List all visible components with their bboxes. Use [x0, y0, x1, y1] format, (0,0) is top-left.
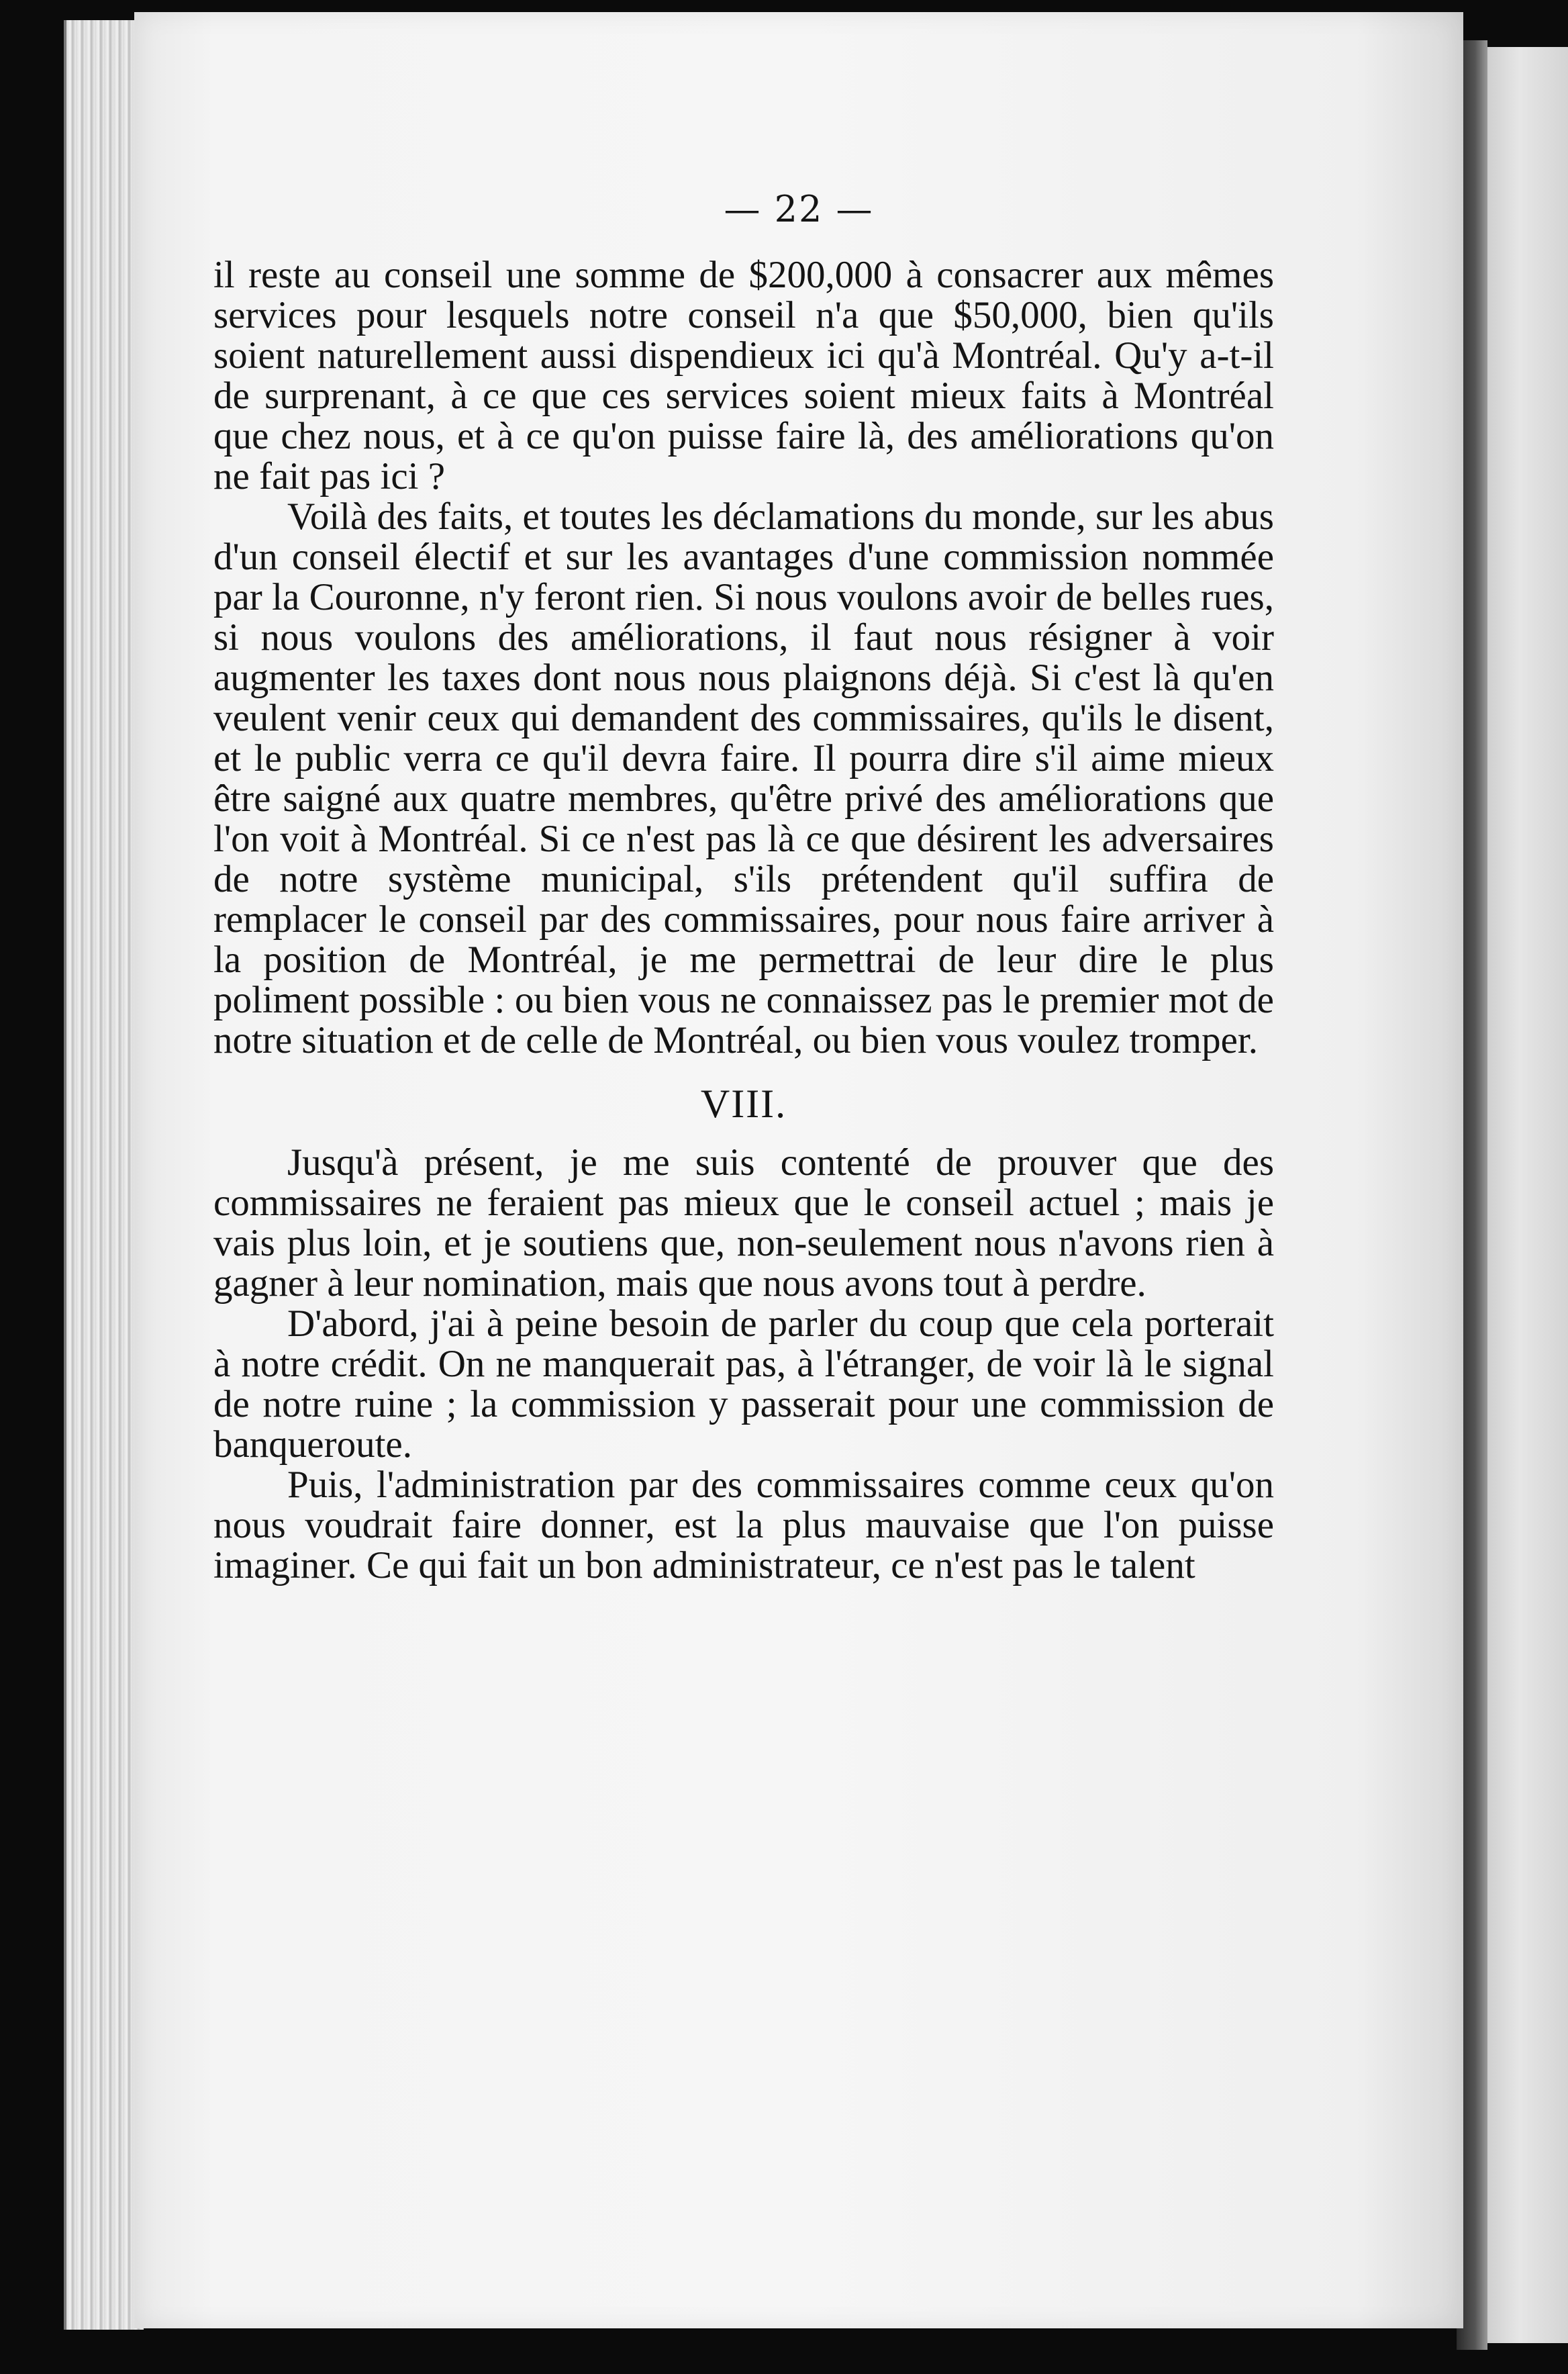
- paragraph: Voilà des faits, et toutes les déclamations du monde, sur les abus d'un conseil électif et sur les avantages d'une commission nommée par la Couronne, n'y feront rien. Si nous voulons avoir de belles rues, si nous voulons des améliorations, il faut nous résigner à voir augmenter les taxes dont nous nous plaignons déjà. Si c'est là qu'en veulent venir ceux qui demandent des commissaires, qu'ils le disent, et le public verra ce qu'il devra faire. Il pourra dire s'il aime mieux être saigné aux quatre membres, qu'être privé des améliorations que l'on voit à Montréal. Si ce n'est pas là ce que désirent les adversaires de notre système municipal, s'ils prétendent qu'il suffira de remplacer le conseil par des commissaires, pour nous faire arriver à la position de Montréal, je me permettrai de leur dire le plus poliment possible : ou bien vous ne connaissez pas le premier mot de notre situation et de celle de Montréal, ou bien vous voulez tromper.: [213, 495, 1274, 1061]
- paragraph: D'abord, j'ai à peine besoin de parler du coup que cela porterait à notre crédit. On ne manquerait pas, à l'étranger, de voir là le signal de notre ruine ; la commission y passerait pour une commission de banqueroute.: [213, 1302, 1274, 1466]
- paragraph-continued: il reste au conseil une somme de $200,000 à consacrer aux mêmes services pour lesquels notre conseil n'a que $50,000, bien qu'ils soient naturellement aussi dispendieux ici qu'à Montréal. Qu'y a-t-il de surprenant, à ce que ces services soient mieux faits à Montréal que chez nous, et à ce qu'on puisse faire là, des améliorations qu'on ne fait pas ici ?: [213, 254, 1274, 497]
- adjacent-page-edge: [1487, 47, 1568, 2343]
- page-text: [213, 255, 1274, 1586]
- paragraph: Puis, l'administration par des commissaires comme ceux qu'on nous voudrait faire donner, est la plus mauvaise que l'on puisse imaginer. Ce qui fait un bon administrateur, ce n'est pas le talent: [213, 1464, 1274, 1586]
- page-number: — 22 —: [724, 188, 874, 230]
- paragraph: Jusqu'à présent, je me suis contenté de prouver que des commissaires ne feraient pas mieux que le conseil actuel ; mais je vais plus loin, et je soutiens que, non-seulement nous n'avons rien à gagner à leur nomination, mais que nous avons tout à perdre.: [213, 1141, 1274, 1304]
- section-heading: VIII.: [700, 1082, 787, 1126]
- page-edge-stack: [64, 20, 144, 2330]
